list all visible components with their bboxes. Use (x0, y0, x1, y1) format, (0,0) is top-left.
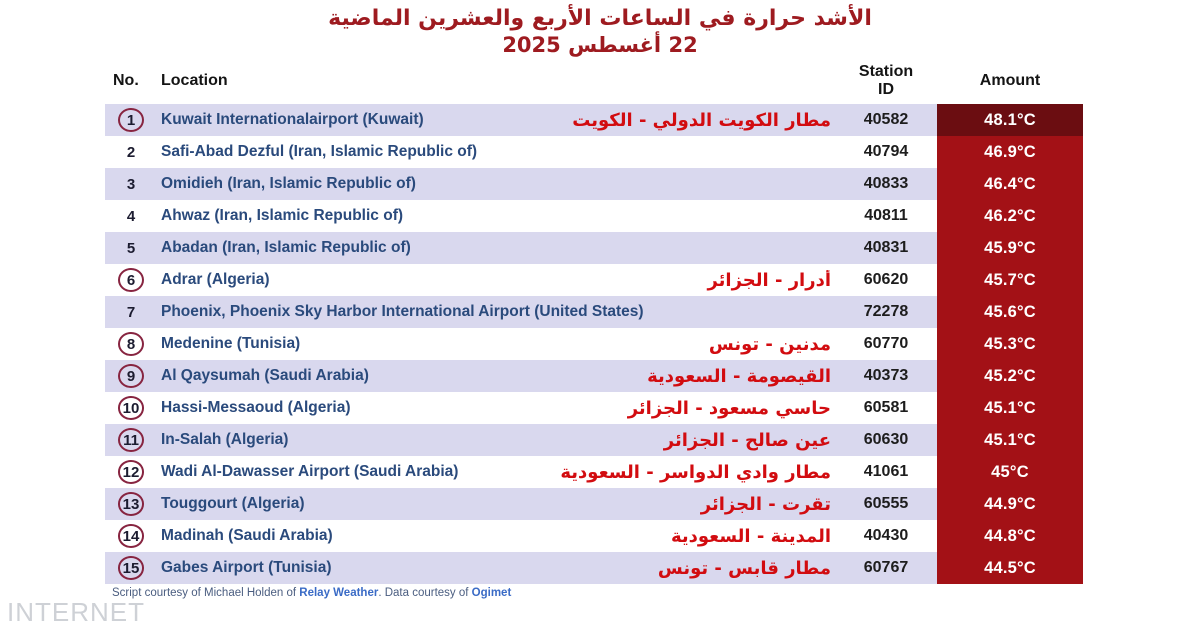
table-row (105, 104, 1083, 136)
temperature-cell: 46.4°C (937, 168, 1083, 200)
location-english: Phoenix, Phoenix Sky Harbor International Airport (United States) (161, 303, 644, 320)
rank-number: 4 (126, 207, 136, 225)
rank-cell (105, 332, 157, 356)
rank-cell (105, 204, 157, 228)
table-row (105, 296, 1083, 328)
station-id-cell: 40430 (863, 527, 909, 544)
rank-number: 12 (118, 460, 145, 484)
location-cell (157, 239, 835, 257)
row-left (105, 104, 937, 136)
station-id-cell: 40373 (863, 367, 909, 384)
temperature-cell: 44.8°C (937, 520, 1083, 552)
row-left (105, 296, 937, 328)
rank-cell (105, 556, 157, 580)
rank-number: 2 (126, 143, 136, 161)
location-arabic: تقرت - الجزائر (700, 493, 831, 515)
location-cell (157, 462, 835, 483)
temperature-cell: 45.9°C (937, 232, 1083, 264)
station-id-cell: 40811 (864, 207, 908, 224)
temperature-table (105, 58, 1083, 584)
table-row (105, 232, 1083, 264)
location-english: In-Salah (Algeria) (161, 431, 289, 448)
location-english: Wadi Al-Dawasser Airport (Saudi Arabia) (161, 463, 459, 480)
location-cell (157, 143, 835, 161)
location-english: Gabes Airport (Tunisia) (161, 559, 332, 576)
table-row (105, 360, 1083, 392)
table-header-row (105, 58, 1083, 104)
station-id-cell: 60767 (863, 559, 909, 576)
rank-cell (105, 108, 157, 132)
location-english: Kuwait Internationalairport (Kuwait) (161, 111, 424, 128)
temperature-cell: 44.9°C (937, 488, 1083, 520)
row-left (105, 360, 937, 392)
header-no: No. (113, 72, 139, 89)
location-english: Madinah (Saudi Arabia) (161, 527, 333, 544)
header-amount: Amount (979, 72, 1041, 89)
location-english: Abadan (Iran, Islamic Republic of) (161, 239, 411, 256)
table-body (105, 104, 1083, 584)
location-arabic: المدينة - السعودية (670, 525, 831, 547)
page-title (0, 5, 1200, 58)
location-english: Touggourt (Algeria) (161, 495, 305, 512)
location-arabic: عين صالح - الجزائر (663, 429, 831, 451)
location-cell (157, 526, 835, 547)
temperature-cell: 45.1°C (937, 424, 1083, 456)
rank-cell (105, 364, 157, 388)
table-row (105, 168, 1083, 200)
row-left (105, 424, 937, 456)
station-id-cell: 40794 (863, 143, 909, 160)
location-arabic: حاسي مسعود - الجزائر (627, 397, 831, 419)
rank-number: 9 (118, 364, 144, 388)
station-id-cell: 60630 (863, 431, 909, 448)
header-location: Location (161, 72, 228, 89)
location-english: Safi-Abad Dezful (Iran, Islamic Republic of) (161, 143, 478, 160)
credits-prefix: Script courtesy of Michael Holden of (112, 587, 300, 599)
location-cell (157, 207, 835, 225)
location-arabic: مطار وادي الدواسر - السعودية (560, 461, 831, 483)
temperature-cell: 45.2°C (937, 360, 1083, 392)
row-left (105, 488, 937, 520)
table-row (105, 552, 1083, 584)
temperature-cell: 45.1°C (937, 392, 1083, 424)
location-cell (157, 558, 835, 579)
header-station-id (835, 63, 937, 99)
rank-number: 10 (118, 396, 145, 420)
row-left (105, 264, 937, 296)
rank-number: 14 (118, 524, 145, 548)
relay-weather-link[interactable]: Relay Weather (299, 587, 379, 599)
rank-cell (105, 140, 157, 164)
station-id-cell: 72278 (863, 303, 909, 320)
location-english: Al Qaysumah (Saudi Arabia) (161, 367, 369, 384)
temperature-cell: 45°C (937, 456, 1083, 488)
temperature-cell: 45.3°C (937, 328, 1083, 360)
rank-number: 13 (118, 492, 145, 516)
location-english: Omidieh (Iran, Islamic Republic of) (161, 175, 416, 192)
table-row (105, 328, 1083, 360)
rank-cell (105, 460, 157, 484)
ogimet-link[interactable]: Ogimet (471, 587, 512, 599)
location-arabic: أدرار - الجزائر (707, 269, 831, 291)
table-row (105, 264, 1083, 296)
location-arabic: مدنين - تونس (708, 333, 831, 355)
temperature-cell: 46.9°C (937, 136, 1083, 168)
row-left (105, 328, 937, 360)
rank-number: 1 (118, 108, 144, 132)
rank-cell (105, 492, 157, 516)
temperature-cell: 48.1°C (937, 104, 1083, 136)
location-cell (157, 494, 835, 515)
location-cell (157, 270, 835, 291)
station-id-cell: 40582 (863, 111, 909, 128)
location-cell (157, 366, 835, 387)
table-row (105, 424, 1083, 456)
row-left (105, 552, 937, 584)
table-row (105, 200, 1083, 232)
rank-cell (105, 396, 157, 420)
rank-number: 5 (126, 239, 136, 257)
row-left (105, 200, 937, 232)
station-id-cell: 60555 (863, 495, 909, 512)
rank-cell (105, 268, 157, 292)
station-id-cell: 41061 (863, 463, 909, 480)
rank-cell (105, 236, 157, 260)
rank-number: 7 (126, 303, 136, 321)
row-left (105, 520, 937, 552)
location-cell (157, 303, 835, 321)
rank-number: 3 (126, 175, 136, 193)
rank-number: 6 (118, 268, 144, 292)
location-cell (157, 334, 835, 355)
location-cell (157, 398, 835, 419)
temperature-cell: 45.7°C (937, 264, 1083, 296)
rank-number: 11 (118, 428, 144, 452)
row-left (105, 456, 937, 488)
table-row (105, 392, 1083, 424)
station-id-cell: 60770 (863, 335, 909, 352)
table-row (105, 488, 1083, 520)
location-cell (157, 110, 835, 131)
row-left (105, 168, 937, 200)
temperature-cell: 44.5°C (937, 552, 1083, 584)
location-arabic: مطار الكويت الدولي - الكويت (572, 109, 831, 131)
table-row (105, 520, 1083, 552)
rank-number: 8 (118, 332, 144, 356)
location-arabic: القيصومة - السعودية (647, 365, 831, 387)
location-english: Adrar (Algeria) (161, 271, 270, 288)
rank-cell (105, 428, 157, 452)
rank-cell (105, 300, 157, 324)
rank-cell (105, 172, 157, 196)
rank-number: 15 (118, 556, 145, 580)
row-left (105, 136, 937, 168)
row-left (105, 232, 937, 264)
station-id-cell: 60581 (863, 399, 909, 416)
table-row (105, 136, 1083, 168)
header-station-line1: Station (858, 63, 914, 80)
station-id-cell: 40833 (863, 175, 909, 192)
header-station-line2: ID (878, 81, 894, 98)
temperature-cell: 46.2°C (937, 200, 1083, 232)
temperature-cell: 45.6°C (937, 296, 1083, 328)
location-english: Ahwaz (Iran, Islamic Republic of) (161, 207, 404, 224)
location-arabic: مطار قابس - تونس (657, 557, 831, 579)
station-id-cell: 40831 (863, 239, 909, 256)
location-english: Hassi-Messaoud (Algeria) (161, 399, 351, 416)
title-line-1: الأشد حرارة في الساعات الأربع والعشرين الماضية (328, 6, 872, 31)
credits-footer (112, 587, 511, 599)
location-cell (157, 175, 835, 193)
credits-middle: . Data courtesy of (378, 587, 472, 599)
location-cell (157, 430, 835, 451)
table-row (105, 456, 1083, 488)
title-date: 22 أغسطس 2025 (502, 33, 698, 57)
row-left (105, 392, 937, 424)
location-english: Medenine (Tunisia) (161, 335, 301, 352)
rank-cell (105, 524, 157, 548)
station-id-cell: 60620 (863, 271, 909, 288)
internet-watermark: INTERNET (7, 597, 145, 627)
